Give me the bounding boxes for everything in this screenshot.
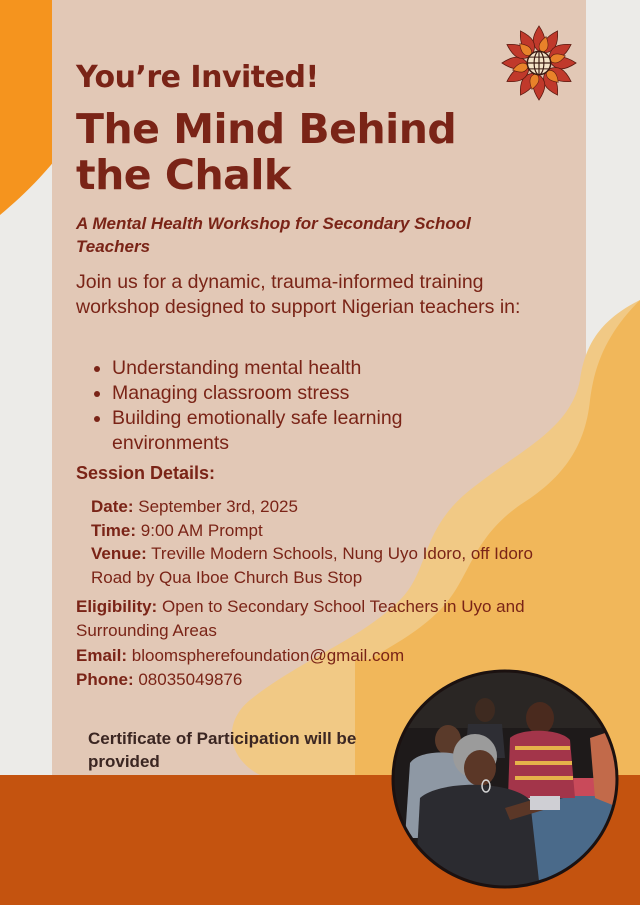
certificate-note: Certificate of Participation will be provided — [88, 729, 357, 771]
venue-label: Venue: — [91, 544, 147, 563]
intro-paragraph: Join us for a dynamic, trauma-informed training workshop designed to support Nigerian teachers in: — [76, 271, 521, 318]
venue-row — [91, 542, 561, 589]
date-label: Date: — [91, 497, 134, 516]
session-details-heading: Session Details: — [76, 463, 216, 483]
time-value: 9:00 AM Prompt — [140, 520, 263, 540]
invited-heading: You’re Invited! — [76, 60, 319, 95]
list-item: Building emotionally safe learning environments — [92, 406, 472, 456]
phone-label: Phone: — [76, 669, 134, 689]
email-row — [76, 644, 566, 668]
topics-list — [92, 356, 472, 456]
teachers-workshop-photo — [390, 668, 620, 890]
email-label: Email: — [76, 646, 128, 665]
email-value[interactable]: bloomspherefoundation@gmail.com — [131, 646, 405, 665]
list-item: Understanding mental health — [92, 356, 472, 381]
eligibility-row — [76, 595, 566, 642]
eligibility-label: Eligibility: — [76, 597, 158, 616]
phone-value[interactable]: 08035049876 — [138, 669, 243, 689]
page-title: The Mind Behind the Chalk — [76, 105, 457, 199]
session-details — [91, 495, 561, 589]
workshop-subtitle: A Mental Health Workshop for Secondary School Teachers — [76, 214, 471, 256]
globe-flower-icon — [500, 24, 578, 102]
eligibility-value: Open to Secondary School Teachers in Uyo and Surrounding Areas — [76, 597, 525, 640]
date-value: September 3rd, 2025 — [138, 497, 298, 516]
list-item: Managing classroom stress — [92, 381, 472, 406]
venue-value: Treville Modern Schools, Nung Uyo Idoro, off Idoro Road by Qua Iboe Church Bus Stop — [91, 544, 533, 587]
date-row — [91, 495, 561, 519]
time-label: Time: — [91, 520, 137, 540]
time-row — [91, 519, 561, 543]
